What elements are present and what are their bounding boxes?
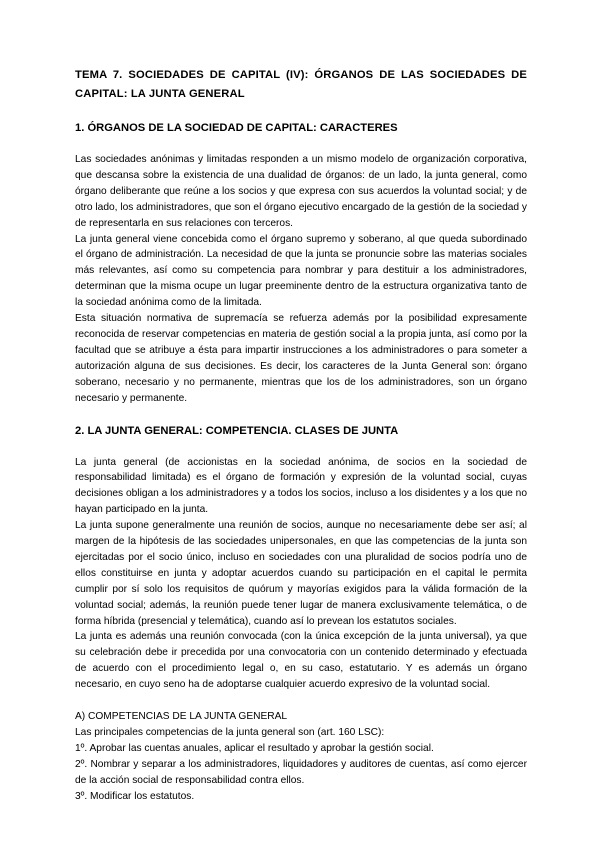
- section-1-heading: 1. ÓRGANOS DE LA SOCIEDAD DE CAPITAL: CARACTERES: [75, 122, 398, 134]
- section-1-paragraph: La junta general viene concebida como el órgano supremo y soberano, al que queda subordinado el órgano de administración. La necesidad de que la junta se pronuncie sobre las materias sociales más relevantes, así como su competencia para nombrar y para destituir a los administradores, determinan que la misma ocupe un lugar preeminente dentro de la estructura organizativa tanto de la sociedad anónima como de la limitada.: [75, 233, 527, 309]
- document-page: [75, 66, 527, 805]
- competence-list-item: 2º. Nombrar y separar a los administradores, liquidadores y auditores de cuentas, así como ejercer de la acción social de responsabilidad contra ellos.: [75, 758, 527, 786]
- competence-list-item: 3º. Modificar los estatutos.: [75, 790, 195, 802]
- competence-list-item: 1º. Aprobar las cuentas anuales, aplicar el resultado y aprobar la gestión social.: [75, 742, 434, 754]
- subsection-a-heading: A) COMPETENCIAS DE LA JUNTA GENERAL: [75, 711, 288, 723]
- document-title: TEMA 7. SOCIEDADES DE CAPITAL (IV): ÓRGANOS DE LAS SOCIEDADES DE CAPITAL: LA JUNTA GENERAL: [75, 69, 527, 100]
- section-2-paragraph: La junta es además una reunión convocada (con la única excepción de la junta universal), ya que su celebración debe ir precedida por una convocatoria con un contenido determinado y efectuada de acuerdo con el procedimiento legal o, en su caso, estatutario. Y es además un órgano necesario, en cuyo seno ha de adoptarse cualquier acuerdo expresivo de la voluntad social.: [75, 631, 527, 691]
- section-2-paragraph: La junta general (de accionistas en la sociedad anónima, de socios en la sociedad de responsabilidad limitada) es el órgano de formación y expresión de la voluntad social, cuyas decisiones obligan a los administradores y a todos los socios, incluso a los disidentes y a los que no hayan participado en la junta.: [75, 456, 527, 516]
- section-1-paragraph: Esta situación normativa de supremacía se refuerza además por la posibilidad expresamente reconocida de reservar competencias en materia de gestión social a la propia junta, así como por la facultad que se atribuye a ésta para impartir instrucciones a los administradores o para someter a autorización alguna de sus decisiones. Es decir, los caracteres de la Junta General son: órgano soberano, necesario y no permanente, mientras que los de los administradores, son un órgano necesario y permanente.: [75, 313, 527, 404]
- section-2-heading: 2. LA JUNTA GENERAL: COMPETENCIA. CLASES DE JUNTA: [75, 424, 399, 437]
- section-2-paragraph: La junta supone generalmente una reunión de socios, aunque no necesariamente debe ser así; al margen de la hipótesis de las sociedades unipersonales, en que las competencias de la junta son ejercitadas por el socio único, incluso en sociedades con una pluralidad de socios podría uno de ellos constituirse en junta y adoptar acuerdos cuando su participación en el capital le permita cumplir por sí solo los requisitos de quórum y mayorías exigidos para la válida formación de la voluntad social; además, la reunión puede tener lugar de manera exclusivamente telemática, o de forma híbrida (presencial y telemática), cuando así lo prevean los estatutos sociales.: [75, 520, 527, 627]
- section-1-paragraph: Las sociedades anónimas y limitadas responden a un mismo modelo de organización corporativa, que descansa sobre la existencia de una dualidad de órganos: de un lado, la junta general, como órgano deliberante que reúne a los socios y que expresa con sus acuerdos la voluntad social; y de otro lado, los administradores, que son el órgano ejecutivo encargado de la gestión de la sociedad y de representarla en sus relaciones con terceros.: [75, 154, 527, 229]
- subsection-a-intro: Las principales competencias de la junta general son (art. 160 LSC):: [75, 727, 385, 738]
